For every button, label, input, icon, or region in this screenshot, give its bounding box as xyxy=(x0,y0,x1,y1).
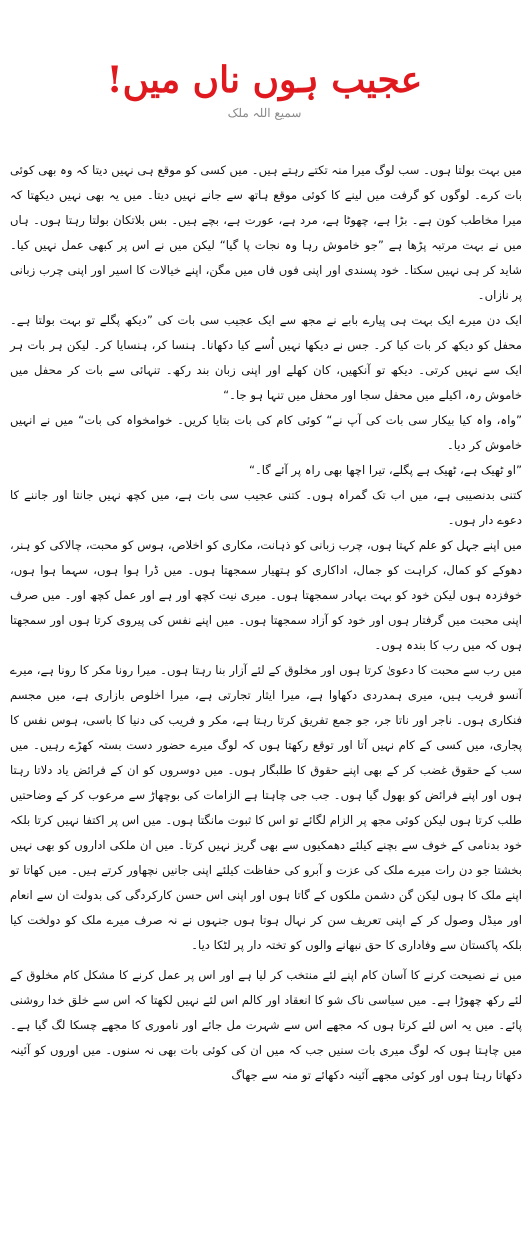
paragraph: میں بہت بولتا ہوں۔ سب لوگ میرا منہ تکتے رہتے ہیں۔ میں کسی کو موقع ہی نہیں دیتا کہ وہ بھی کوئی بات کرے۔ لوگوں کو گرفت میں لینے کا کوئی موقع ہاتھ سے جانے نہیں دیتا۔ میں یہ بھی نہیں دیکھتا کہ میرا مخاطب کون ہے۔ بڑا ہے، چھوٹا ہے، مرد ہے، عورت ہے، بچے ہیں۔ بس بلاتکان بولتا رہتا ہوں۔ ہاں میں نے بہت مرتبہ پڑھا ہے ”جو خاموش رہا وہ نجات پا گیا“ لیکن میں نے اس پر کبھی عمل نہیں کیا۔ شاید کر ہی نہیں سکتا۔ خود پسندی اور اپنی فوں فاں میں مگن، اپنے خیالات کا اسیر اور اپنی چرب زبانی پر نازاں۔ xyxy=(10,163,522,302)
article-title: عجیب ہوں ناں میں! xyxy=(106,59,423,101)
paragraph: میں اپنے جہل کو علم کہتا ہوں، چرب زبانی کو ذہانت، مکاری کو اخلاص، ہوس کو محبت، چالاکی کو ہنر، دھوکے کو کمال، کراہت کو جمال، اداکاری کو ہتھیار سمجھتا ہوں۔ میں ڈرا ہوا ہوں، سہما ہوا ہوں، خوفزدہ ہوں لیکن خود کو بہت بہادر سمجھتا ہوں۔ میری نیت کچھ اور ہے اور عمل کچھ اور۔ میں صرف اپنی محبت میں گرفتار ہوں اور خود کو آزاد سمجھتا ہوں۔ میں اپنے نفس کی پیروی کرتا ہوں اور سمجھتا ہوں کہ میں رب کا بندہ ہوں۔ xyxy=(10,538,522,652)
paragraph: میں نے نصیحت کرنے کا آسان کام اپنے لئے منتخب کر لیا ہے اور اس پر عمل کرنے کا مشکل کام مخلوق کے لئے رکھ چھوڑا ہے۔ میں سیاسی ناک شو کا انعقاد اور کالم اس لئے نہیں لکھتا کہ اس سے خلق خدا روشنی پائے۔ میں یہ اس لئے کرتا ہوں کہ مجھے اس سے شہرت مل جائے اور ناموری کا مجھے چسکا لگ گیا ہے۔ میں چاہتا ہوں کہ لوگ میری بات سنیں جب کہ میں ان کی کوئی بات بھی نہ سنوں۔ میں اوروں کو آئینہ دکھاتا رہتا ہوں اور کوئی مجھے آئینہ دکھائے تو منہ سے جھاگ xyxy=(10,968,522,1082)
paragraph: میں رب سے محبت کا دعویٰ کرتا ہوں اور مخلوق کے لئے آزار بنا رہتا ہوں۔ میرا رونا مکر کا رونا ہے، میرے آنسو فریب ہیں، میری ہمدردی دکھاوا ہے، میرا ایثار تجارتی ہے، میرا اخلوص بازاری ہے، میں مجسم فنکاری ہوں۔ ناجر اور ناتا جر، جو جمع تفریق کرتا رہتا ہے، مکر و فریب کی دنیا کا باسی، ہوس نفس کا پجاری، میں کسی کے کام نہیں آتا اور توقع رکھتا ہوں کہ لوگ میرے حضور دست بستہ کھڑے رہیں۔ میں سب کے حقوق غضب کر کے بھی اپنے حقوق کا طلبگار ہوں۔ میں دوسروں کو ان کے فرائض یاد دلاتا رہتا ہوں اور اپنے فرائض کو بھول گیا ہوں۔ جب جی چاہتا ہے الزامات کی بوچھاڑ سے مرعوب کر کے وضاحتیں طلب کرتا ہوں لیکن کوئی مجھ پر الزام لگائے تو اس کا ثبوت مانگتا ہوں۔ میں اس پر اکتفا نہیں کرتا بلکہ خود بدنامی کے خوف سے بچنے کیلئے دھمکیوں سے بھی گریز نہیں کرتا۔ میں ان ملکی اداروں کو بھی نہیں بخشتا جو دن رات میرے ملک کی عزت و آبرو کی حفاظت کیلئے اپنی جانیں نچھاور کرتے ہیں۔ میں کھاتا تو اپنے ملک کا ہوں لیکن گن دشمن ملکوں کے گاتا ہوں اور اپنی اس حسن کارکردگی کی بدولت ان سے انعام اور میڈل وصول کر کے اپنی تعریف سن کر نہال ہوتا ہوں جنہوں نے نہ صرف میرے ملک کو دولخت کیا بلکہ پاکستان سے وفاداری کا حق نبھانے والوں کو تختہ دار پر لٹکا دیا۔ xyxy=(10,663,522,952)
paragraph: ”واہ، واہ کیا بیکار سی بات کی آپ نے“ کوئی کام کی بات بتایا کریں۔ خوامخواہ کی بات“ میں نے انہیں خاموش کر دیا۔ xyxy=(10,413,522,452)
paragraph: کتنی بدنصیبی ہے، میں اب تک گمراہ ہوں۔ کتنی عجیب سی بات ہے، میں کچھ نہیں جانتا اور جاننے کا دعوے دار ہوں۔ xyxy=(10,488,522,527)
article-body xyxy=(10,158,522,1088)
author-byline: سمیع اللہ ملک xyxy=(227,106,302,120)
paragraph: ”او ٹھیک ہے، ٹھیک ہے پگلے، تیرا اچھا بھی راہ پر آئے گا۔“ xyxy=(248,463,522,477)
paragraph: ایک دن میرے ایک بہت ہی پیارے بابے نے مجھ سے ایک عجیب سی بات کی ”دیکھ پگلے تو بہت بولتا ہے۔ محفل کو دیکھ کر بات کیا کر۔ جس نے دیکھا نہیں اُسے کیا دکھانا۔ ہنسا کر، ہنسایا کر۔ لیکن ہر بات ہر ایک سے نہیں کرتی۔ دیکھ تو آنکھیں، کان کھلے اور اپنی زبان بند رکھ۔ تنہائی سے بات کر محفل میں خاموش رہ، اکیلے میں محفل سجا اور محفل میں تنہا ہو جا۔“ xyxy=(10,313,522,402)
